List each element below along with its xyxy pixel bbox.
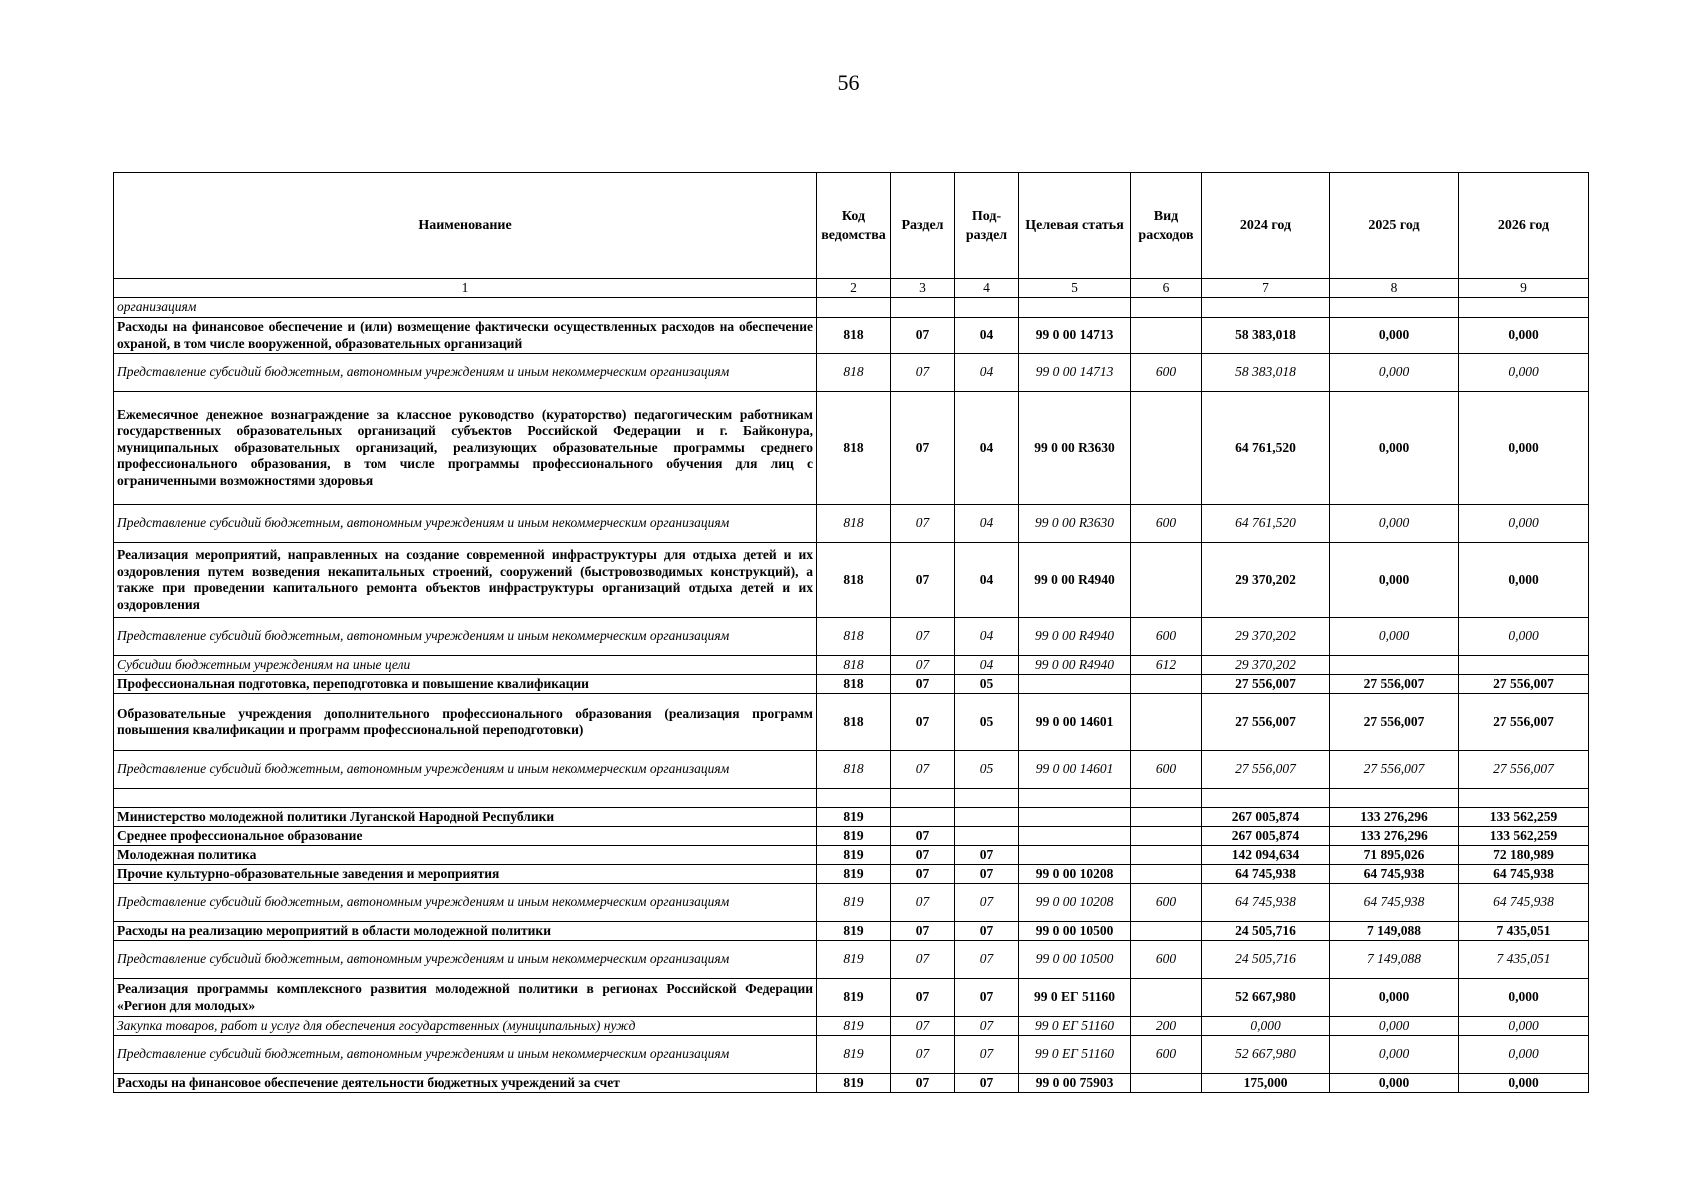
- cell-section: 07: [891, 618, 955, 656]
- cell-subsection: 04: [955, 505, 1019, 543]
- cell-target-article: 99 0 ЕГ 51160: [1019, 1036, 1131, 1074]
- cell-name: Расходы на финансовое обеспечение и (или) возмещение фактически осуществленных расходов на обеспечение охраной, в том числе вооруженной, образовательных организаций: [114, 318, 817, 354]
- cell-dept-code: 819: [817, 979, 891, 1017]
- cell-name: Среднее профессиональное образование: [114, 827, 817, 846]
- table-row: [114, 789, 1589, 808]
- cell-name: Представление субсидий бюджетным, автономным учреждениям и иным некоммерческим организациям: [114, 1036, 817, 1074]
- cell-subsection: 05: [955, 675, 1019, 694]
- cell-2024: 267 005,874: [1202, 808, 1330, 827]
- cell-2024: 52 667,980: [1202, 979, 1330, 1017]
- table-row: [114, 884, 1589, 922]
- header-2026: 2026 год: [1459, 173, 1589, 279]
- cell-2025: 64 745,938: [1330, 865, 1459, 884]
- cell-2024: 267 005,874: [1202, 827, 1330, 846]
- cell-2024: [1202, 298, 1330, 318]
- cell-target-article: [1019, 675, 1131, 694]
- cell-subsection: 07: [955, 1017, 1019, 1036]
- cell-name: Реализация программы комплексного развития молодежной политики в регионах Российской Федерации «Регион для молодых»: [114, 979, 817, 1017]
- cell-target-article: [1019, 827, 1131, 846]
- table-row: [114, 543, 1589, 618]
- cell-dept-code: 818: [817, 318, 891, 354]
- cell-dept-code: 818: [817, 751, 891, 789]
- cell-2024: 175,000: [1202, 1074, 1330, 1093]
- cell-target-article: 99 0 00 75903: [1019, 1074, 1131, 1093]
- cell-dept-code: 818: [817, 675, 891, 694]
- cell-expense-type: [1131, 675, 1202, 694]
- cell-target-article: 99 0 00 R4940: [1019, 543, 1131, 618]
- cell-dept-code: 818: [817, 354, 891, 392]
- cell-2025: 64 745,938: [1330, 884, 1459, 922]
- cell-name: Министерство молодежной политики Луганской Народной Республики: [114, 808, 817, 827]
- cell-2025: 0,000: [1330, 1017, 1459, 1036]
- cell-section: 07: [891, 1074, 955, 1093]
- header-2025: 2025 год: [1330, 173, 1459, 279]
- cell-section: [891, 808, 955, 827]
- table-row: [114, 865, 1589, 884]
- cell-expense-type: 600: [1131, 751, 1202, 789]
- cell-expense-type: 600: [1131, 1036, 1202, 1074]
- cell-2025: 0,000: [1330, 1036, 1459, 1074]
- cell-expense-type: 200: [1131, 1017, 1202, 1036]
- cell-target-article: [1019, 298, 1131, 318]
- cell-target-article: 99 0 00 R3630: [1019, 505, 1131, 543]
- cell-dept-code: 819: [817, 941, 891, 979]
- cell-name: [114, 789, 817, 808]
- cell-2026: 0,000: [1459, 354, 1589, 392]
- table-row: [114, 318, 1589, 354]
- cell-expense-type: 600: [1131, 884, 1202, 922]
- cell-2025: [1330, 656, 1459, 675]
- cell-subsection: 04: [955, 656, 1019, 675]
- cell-section: 07: [891, 656, 955, 675]
- table-row: [114, 941, 1589, 979]
- cell-2025: 0,000: [1330, 392, 1459, 505]
- cell-expense-type: [1131, 318, 1202, 354]
- column-number-row: [114, 279, 1589, 298]
- cell-expense-type: [1131, 808, 1202, 827]
- cell-section: 07: [891, 979, 955, 1017]
- header-target-article: Целевая статья: [1019, 173, 1131, 279]
- cell-subsection: 05: [955, 751, 1019, 789]
- cell-target-article: [1019, 808, 1131, 827]
- column-number: 4: [955, 279, 1019, 298]
- cell-section: 07: [891, 922, 955, 941]
- cell-name: Представление субсидий бюджетным, автономным учреждениям и иным некоммерческим организациям: [114, 884, 817, 922]
- column-number: 2: [817, 279, 891, 298]
- cell-2025: 27 556,007: [1330, 694, 1459, 751]
- cell-name: Реализация мероприятий, направленных на создание современной инфраструктуры для отдыха детей и их оздоровления путем возведения некапитальных строений, сооружений (быстровозводимых конструкций), а также при проведении капитального ремонта объектов инфраструктуры организаций отдыха детей и их оздоровления: [114, 543, 817, 618]
- cell-section: 07: [891, 941, 955, 979]
- column-number: 3: [891, 279, 955, 298]
- cell-expense-type: [1131, 1074, 1202, 1093]
- cell-name: Представление субсидий бюджетным, автономным учреждениям и иным некоммерческим организациям: [114, 354, 817, 392]
- cell-expense-type: 600: [1131, 941, 1202, 979]
- cell-2026: [1459, 789, 1589, 808]
- table-row: [114, 354, 1589, 392]
- cell-2026: 64 745,938: [1459, 884, 1589, 922]
- cell-expense-type: [1131, 392, 1202, 505]
- header-2024: 2024 год: [1202, 173, 1330, 279]
- cell-expense-type: 600: [1131, 354, 1202, 392]
- cell-subsection: 04: [955, 392, 1019, 505]
- table-row: [114, 979, 1589, 1017]
- cell-2026: [1459, 656, 1589, 675]
- cell-expense-type: [1131, 865, 1202, 884]
- cell-target-article: 99 0 00 14713: [1019, 354, 1131, 392]
- cell-2024: 27 556,007: [1202, 751, 1330, 789]
- cell-2026: 0,000: [1459, 505, 1589, 543]
- cell-dept-code: 819: [817, 884, 891, 922]
- cell-2025: 0,000: [1330, 979, 1459, 1017]
- cell-section: 07: [891, 827, 955, 846]
- cell-dept-code: 819: [817, 846, 891, 865]
- cell-name: Закупка товаров, работ и услуг для обеспечения государственных (муниципальных) нужд: [114, 1017, 817, 1036]
- cell-2024: 29 370,202: [1202, 543, 1330, 618]
- table-row: [114, 751, 1589, 789]
- cell-section: 07: [891, 543, 955, 618]
- cell-name: Представление субсидий бюджетным, автономным учреждениям и иным некоммерческим организациям: [114, 618, 817, 656]
- cell-subsection: [955, 827, 1019, 846]
- cell-2024: 29 370,202: [1202, 618, 1330, 656]
- cell-2025: 27 556,007: [1330, 675, 1459, 694]
- cell-target-article: 99 0 ЕГ 51160: [1019, 1017, 1131, 1036]
- cell-2026: 72 180,989: [1459, 846, 1589, 865]
- table-row: [114, 618, 1589, 656]
- cell-2025: 7 149,088: [1330, 941, 1459, 979]
- table-row: [114, 1017, 1589, 1036]
- cell-2026: 0,000: [1459, 1036, 1589, 1074]
- cell-name: Ежемесячное денежное вознаграждение за классное руководство (кураторство) педагогическим работникам государственных образовательных организаций субъектов Российской Федерации и г. Байконура, муниципальных образовательных организаций, реализующих образовательные программы среднего профессионального образования, в том числе программы профессионального обучения для лиц с ограниченными возможностями здоровья: [114, 392, 817, 505]
- table-body: [114, 298, 1589, 1093]
- table-row: [114, 808, 1589, 827]
- cell-2026: 133 562,259: [1459, 827, 1589, 846]
- cell-subsection: 07: [955, 884, 1019, 922]
- cell-expense-type: 600: [1131, 618, 1202, 656]
- cell-2025: [1330, 298, 1459, 318]
- cell-expense-type: [1131, 298, 1202, 318]
- cell-2024: 58 383,018: [1202, 354, 1330, 392]
- cell-2026: 7 435,051: [1459, 922, 1589, 941]
- cell-target-article: 99 0 00 10208: [1019, 884, 1131, 922]
- cell-2026: 27 556,007: [1459, 694, 1589, 751]
- cell-section: 07: [891, 318, 955, 354]
- cell-expense-type: 612: [1131, 656, 1202, 675]
- cell-section: 07: [891, 846, 955, 865]
- cell-2026: 0,000: [1459, 979, 1589, 1017]
- table-row: [114, 694, 1589, 751]
- header-expense-type: Вид расходов: [1131, 173, 1202, 279]
- cell-dept-code: 819: [817, 1017, 891, 1036]
- cell-subsection: 05: [955, 694, 1019, 751]
- cell-section: 07: [891, 392, 955, 505]
- table-row: [114, 675, 1589, 694]
- cell-name: Прочие культурно-образовательные заведения и мероприятия: [114, 865, 817, 884]
- column-number: 8: [1330, 279, 1459, 298]
- column-number: 5: [1019, 279, 1131, 298]
- cell-subsection: [955, 298, 1019, 318]
- cell-name: Молодежная политика: [114, 846, 817, 865]
- cell-subsection: [955, 808, 1019, 827]
- table-row: [114, 846, 1589, 865]
- cell-target-article: [1019, 789, 1131, 808]
- cell-2026: 7 435,051: [1459, 941, 1589, 979]
- cell-name: Образовательные учреждения дополнительного профессионального образования (реализация программ повышения квалификации и программ профессиональной переподготовки): [114, 694, 817, 751]
- cell-dept-code: 819: [817, 922, 891, 941]
- header-row: [114, 173, 1589, 279]
- cell-expense-type: [1131, 694, 1202, 751]
- cell-dept-code: 818: [817, 392, 891, 505]
- cell-dept-code: 819: [817, 865, 891, 884]
- cell-expense-type: 600: [1131, 505, 1202, 543]
- cell-2026: [1459, 298, 1589, 318]
- cell-2026: 27 556,007: [1459, 751, 1589, 789]
- cell-expense-type: [1131, 922, 1202, 941]
- cell-2024: 58 383,018: [1202, 318, 1330, 354]
- cell-2026: 27 556,007: [1459, 675, 1589, 694]
- cell-subsection: 07: [955, 979, 1019, 1017]
- cell-name: Расходы на финансовое обеспечение деятельности бюджетных учреждений за счет: [114, 1074, 817, 1093]
- cell-name: Представление субсидий бюджетным, автономным учреждениям и иным некоммерческим организациям: [114, 751, 817, 789]
- cell-subsection: 04: [955, 543, 1019, 618]
- cell-dept-code: [817, 789, 891, 808]
- cell-section: [891, 298, 955, 318]
- table-row: [114, 922, 1589, 941]
- cell-2024: 64 745,938: [1202, 865, 1330, 884]
- cell-target-article: 99 0 00 R4940: [1019, 656, 1131, 675]
- cell-subsection: 07: [955, 1036, 1019, 1074]
- cell-section: 07: [891, 751, 955, 789]
- cell-2024: 64 745,938: [1202, 884, 1330, 922]
- column-number: 1: [114, 279, 817, 298]
- cell-2026: 0,000: [1459, 392, 1589, 505]
- cell-subsection: 07: [955, 846, 1019, 865]
- cell-expense-type: [1131, 543, 1202, 618]
- cell-name: организациям: [114, 298, 817, 318]
- cell-2024: 0,000: [1202, 1017, 1330, 1036]
- cell-dept-code: 818: [817, 505, 891, 543]
- cell-target-article: 99 0 00 14713: [1019, 318, 1131, 354]
- header-name: Наименование: [114, 173, 817, 279]
- cell-dept-code: [817, 298, 891, 318]
- cell-2025: 71 895,026: [1330, 846, 1459, 865]
- column-number: 9: [1459, 279, 1589, 298]
- cell-dept-code: 818: [817, 618, 891, 656]
- cell-dept-code: 819: [817, 827, 891, 846]
- cell-target-article: 99 0 ЕГ 51160: [1019, 979, 1131, 1017]
- column-number: 6: [1131, 279, 1202, 298]
- cell-2026: 0,000: [1459, 1017, 1589, 1036]
- cell-2024: [1202, 789, 1330, 808]
- cell-section: 07: [891, 505, 955, 543]
- column-number: 7: [1202, 279, 1330, 298]
- cell-2026: 0,000: [1459, 318, 1589, 354]
- cell-2024: 24 505,716: [1202, 941, 1330, 979]
- cell-target-article: 99 0 00 10208: [1019, 865, 1131, 884]
- cell-dept-code: 818: [817, 656, 891, 675]
- cell-2024: 64 761,520: [1202, 505, 1330, 543]
- cell-dept-code: 819: [817, 1074, 891, 1093]
- cell-name: Расходы на реализацию мероприятий в области молодежной политики: [114, 922, 817, 941]
- cell-dept-code: 819: [817, 808, 891, 827]
- cell-2026: 0,000: [1459, 618, 1589, 656]
- cell-2024: 29 370,202: [1202, 656, 1330, 675]
- cell-section: 07: [891, 675, 955, 694]
- cell-2025: 133 276,296: [1330, 808, 1459, 827]
- cell-target-article: 99 0 00 10500: [1019, 922, 1131, 941]
- cell-dept-code: 819: [817, 1036, 891, 1074]
- cell-2025: [1330, 789, 1459, 808]
- cell-2025: 0,000: [1330, 1074, 1459, 1093]
- table-row: [114, 1036, 1589, 1074]
- cell-2025: 0,000: [1330, 505, 1459, 543]
- cell-name: Субсидии бюджетным учреждениям на иные цели: [114, 656, 817, 675]
- cell-dept-code: 818: [817, 694, 891, 751]
- cell-target-article: 99 0 00 14601: [1019, 694, 1131, 751]
- table-row: [114, 656, 1589, 675]
- cell-name: Представление субсидий бюджетным, автономным учреждениям и иным некоммерческим организациям: [114, 505, 817, 543]
- cell-target-article: [1019, 846, 1131, 865]
- cell-subsection: 07: [955, 922, 1019, 941]
- cell-dept-code: 818: [817, 543, 891, 618]
- cell-2026: 0,000: [1459, 543, 1589, 618]
- cell-expense-type: [1131, 846, 1202, 865]
- cell-section: 07: [891, 884, 955, 922]
- cell-2026: 0,000: [1459, 1074, 1589, 1093]
- cell-expense-type: [1131, 789, 1202, 808]
- cell-subsection: 04: [955, 354, 1019, 392]
- cell-2025: 0,000: [1330, 318, 1459, 354]
- cell-2026: 133 562,259: [1459, 808, 1589, 827]
- cell-2024: 64 761,520: [1202, 392, 1330, 505]
- cell-subsection: 07: [955, 1074, 1019, 1093]
- cell-target-article: 99 0 00 R3630: [1019, 392, 1131, 505]
- cell-2025: 133 276,296: [1330, 827, 1459, 846]
- budget-table: [113, 172, 1589, 1093]
- cell-name: Профессиональная подготовка, переподготовка и повышение квалификации: [114, 675, 817, 694]
- cell-subsection: 07: [955, 941, 1019, 979]
- cell-2025: 0,000: [1330, 543, 1459, 618]
- header-section: Раздел: [891, 173, 955, 279]
- cell-2025: 27 556,007: [1330, 751, 1459, 789]
- cell-2025: 0,000: [1330, 618, 1459, 656]
- cell-target-article: 99 0 00 14601: [1019, 751, 1131, 789]
- cell-subsection: 04: [955, 618, 1019, 656]
- cell-name: Представление субсидий бюджетным, автономным учреждениям и иным некоммерческим организациям: [114, 941, 817, 979]
- cell-2025: 0,000: [1330, 354, 1459, 392]
- cell-2025: 7 149,088: [1330, 922, 1459, 941]
- cell-section: 07: [891, 865, 955, 884]
- cell-section: 07: [891, 1036, 955, 1074]
- header-dept-code: Код ведомства: [817, 173, 891, 279]
- table-row: [114, 827, 1589, 846]
- table-row: [114, 392, 1589, 505]
- cell-2024: 24 505,716: [1202, 922, 1330, 941]
- cell-2024: 142 094,634: [1202, 846, 1330, 865]
- cell-target-article: 99 0 00 10500: [1019, 941, 1131, 979]
- cell-2026: 64 745,938: [1459, 865, 1589, 884]
- cell-2024: 27 556,007: [1202, 675, 1330, 694]
- table-row: [114, 298, 1589, 318]
- cell-subsection: [955, 789, 1019, 808]
- header-subsection: Под-раздел: [955, 173, 1019, 279]
- cell-subsection: 07: [955, 865, 1019, 884]
- cell-2024: 52 667,980: [1202, 1036, 1330, 1074]
- table-row: [114, 505, 1589, 543]
- cell-expense-type: [1131, 979, 1202, 1017]
- cell-expense-type: [1131, 827, 1202, 846]
- page-number: 56: [837, 70, 860, 95]
- cell-2024: 27 556,007: [1202, 694, 1330, 751]
- table-row: [114, 1074, 1589, 1093]
- cell-section: 07: [891, 1017, 955, 1036]
- cell-section: 07: [891, 354, 955, 392]
- cell-section: [891, 789, 955, 808]
- cell-target-article: 99 0 00 R4940: [1019, 618, 1131, 656]
- cell-section: 07: [891, 694, 955, 751]
- cell-subsection: 04: [955, 318, 1019, 354]
